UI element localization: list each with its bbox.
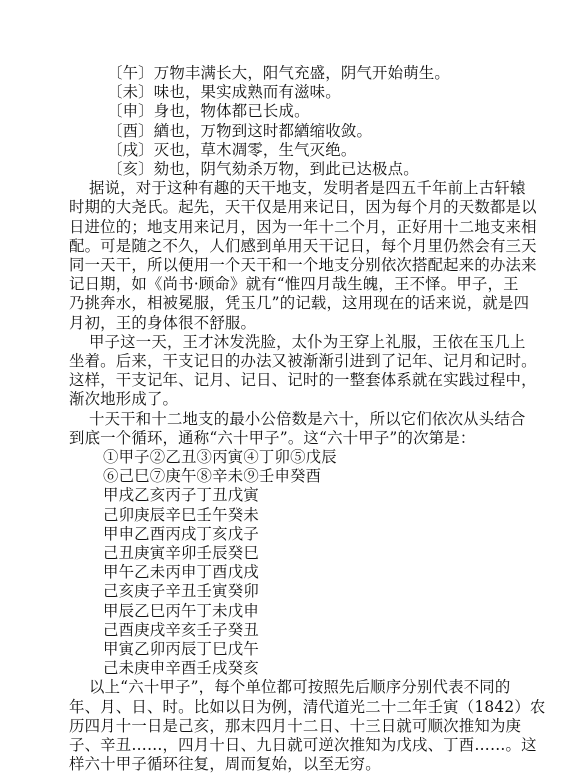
jiazi-row: 甲午乙未丙申丁酉戊戌: [103, 563, 259, 582]
paragraph-line: 乃挑奔水，相被冕服，凭玉几”的记载，这用现在的话来说，就是四: [69, 294, 530, 313]
branch-line: 〔未〕味也，果实成熟而有滋味。: [107, 83, 341, 102]
paragraph-line: 时期的大尧氏。起先，天干仅是用来记日，因为每个月的天数都是以: [69, 198, 537, 217]
branch-line: 〔申〕身也，物体都已长成。: [107, 102, 310, 121]
jiazi-row: 甲寅乙卯丙辰丁巳戊午: [103, 640, 259, 658]
paragraph-line: 同一天干，所以便用一个天干和一个地支分别依次搭配起来的办法来: [69, 256, 537, 274]
paragraph-line: 甲子这一天，王才沐发洗脸，太仆为王穿上礼服，王依在玉几上: [89, 332, 526, 351]
paragraph-line: 日进位的；地支用来记月，因为一年十二个月，正好用十二地支来相: [69, 217, 537, 236]
jiazi-row: 甲戌乙亥丙子丁丑戊寅: [103, 486, 259, 505]
paragraph-line: 渐次地形成了。: [69, 390, 179, 409]
paragraph-line: 到底一个循环，通称“六十甲子”。这“六十甲子”的次第是：: [69, 428, 476, 447]
jiazi-numbered-line: ⑥己巳⑦庚午⑧辛未⑨壬申癸酉: [103, 467, 322, 486]
paragraph-line: 月初，王的身体很不舒服。: [69, 313, 257, 332]
paragraph-line: 这样，干支记年、记月、记日、记时的一整套体系就在实践过程中，: [69, 371, 537, 390]
paragraph-line: 以上“六十甲子”，每个单位都可按照先后顺序分别代表不同的: [89, 678, 511, 697]
jiazi-numbered-line: ①甲子②乙丑③丙寅④丁卯⑤戊辰: [103, 448, 337, 466]
paragraph-line: 坐着。后来，干支记日的办法又被渐渐引进到了记年、记月和记时。: [69, 352, 537, 370]
paragraph-line: 配。可是随之不久，人们感到单用天干记日，每个月里仍然会有三天: [69, 236, 537, 255]
jiazi-row: 己未庚申辛酉壬戌癸亥: [103, 659, 259, 678]
jiazi-row: 己亥庚子辛丑壬寅癸卯: [103, 582, 259, 601]
paragraph-line: 记日期，如《尚书·顾命》就有“惟四月哉生魄，王不怿。甲子，王: [69, 275, 519, 294]
jiazi-row: 己酉庚戌辛亥壬子癸丑: [103, 620, 259, 639]
paragraph-line: 历四月十一日是己亥，那末四月十二日、十三日就可顺次推知为庚: [69, 716, 522, 735]
paragraph-line: 据说，对于这种有趣的天干地支，发明者是四五千年前上古轩辕: [89, 179, 526, 198]
paragraph-line: 年、月、日、时。比如以日为例，清代道光二十二年壬寅（1842）农: [69, 697, 546, 716]
paragraph-line: 样六十甲子循环往复，周而复始，以至无穷。: [69, 755, 381, 774]
branch-line: 〔酉〕緧也，万物到这时都緧缩收敛。: [107, 121, 373, 140]
paragraph-line: 子、辛丑……，四月十日、九日就可逆次推知为戊戌、丁酉……。这: [69, 736, 537, 754]
branch-line: 〔午〕万物丰满长大，阳气充盛，阴气开始萌生。: [107, 64, 450, 82]
jiazi-row: 己丑庚寅辛卯壬辰癸巳: [103, 544, 259, 562]
jiazi-row: 甲申乙酉丙戌丁亥戊子: [103, 524, 259, 543]
branch-line: 〔亥〕劾也，阴气劾杀万物，到此已达极点。: [107, 160, 419, 178]
branch-line: 〔戌〕灭也，草木凋零，生气灭绝。: [107, 140, 357, 159]
jiazi-row: 己卯庚辰辛巳壬午癸未: [103, 505, 259, 524]
jiazi-row: 甲辰乙巳丙午丁未戊申: [103, 601, 259, 620]
paragraph-line: 十天干和十二地支的最小公倍数是六十，所以它们依次从头结合: [89, 409, 526, 428]
